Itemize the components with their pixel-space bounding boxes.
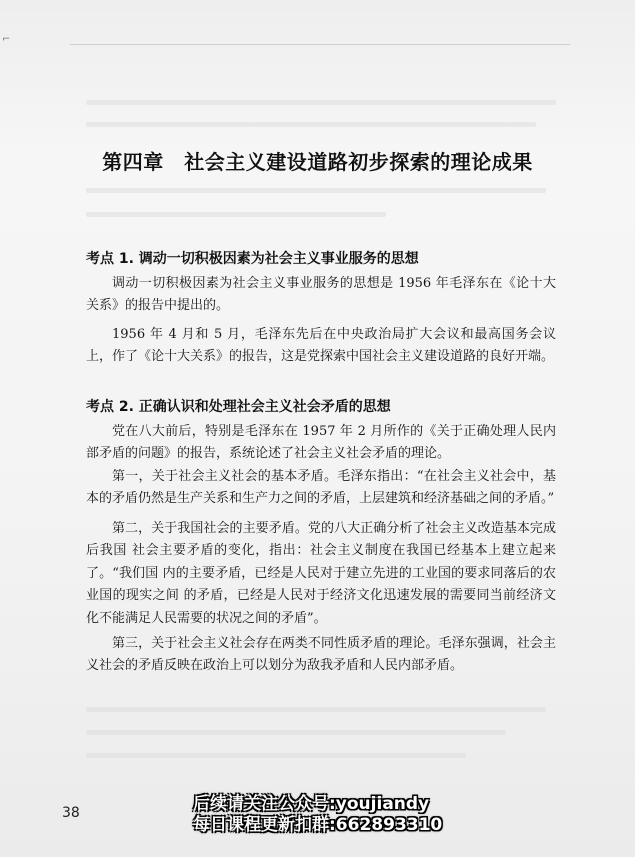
bleed-through-line xyxy=(86,707,546,712)
bleed-through-line xyxy=(86,100,556,105)
paragraph: 第二，关于我国社会的主要矛盾。党的八大正确分析了社会主义改造基本完成后我国 社会主要矛盾的变化，指出：社会主义制度在我国已经基本上建立起来了。“我们国 内的主要矛盾，已经是人民对于建立先进的工业国的要求同落后的农业国的现实之间 的矛盾，已经是人民对于经济文化迅速发展的需要同当前经济文化不能满足人民需要的状况之间的矛盾”。 xyxy=(86,521,556,626)
corner-crease-mark: ⌐ xyxy=(2,34,11,45)
paragraph: 党在八大前后，特别是毛泽东在 1957 年 2 月所作的《关于正确处理人民内部矛盾的问题》的报告，系统论述了社会主义社会矛盾的理论。 xyxy=(86,424,556,462)
bleed-through-line xyxy=(86,212,386,217)
paragraph: 第一，关于社会主义社会的基本矛盾。毛泽东指出：“在社会主义社会中，基本的矛盾仍然是生产关系和生产力之间的矛盾，上层建筑和经济基础之间的矛盾。” xyxy=(86,469,556,507)
bleed-through-line xyxy=(86,188,546,193)
paragraph: 第三，关于社会主义社会存在两类不同性质矛盾的理论。毛泽东强调，社会主义社会的矛盾反映在政治上可以划分为敌我矛盾和人民内部矛盾。 xyxy=(86,636,556,674)
header-rule xyxy=(70,44,570,45)
bleed-through-line xyxy=(86,753,466,758)
bleed-through-line xyxy=(86,730,506,735)
section-heading-1: 考点 1. 调动一切积极因素为社会主义事业服务的思想 xyxy=(86,251,419,267)
watermark-overlay xyxy=(193,794,453,836)
paragraph: 1956 年 4 月和 5 月，毛泽东先后在中央政治局扩大会议和最高国务会议上，作了《论十大关系》的报告，这是党探索中国社会主义建设道路的良好开端。 xyxy=(86,327,556,365)
page-number: 38 xyxy=(62,805,80,821)
section-heading-2: 考点 2. 正确认识和处理社会主义社会矛盾的思想 xyxy=(86,399,391,415)
chapter-title: 第四章 社会主义建设道路初步探索的理论成果 xyxy=(102,150,533,174)
watermark-line-2: 每日课程更新扣群:662893310 xyxy=(193,815,443,835)
bleed-through-line xyxy=(86,122,536,127)
paragraph: 调动一切积极因素为社会主义事业服务的思想是 1956 年毛泽东在《论十大关系》的报告中提出的。 xyxy=(86,276,556,314)
watermark-line-1: 后续请关注公众号:youjiandy xyxy=(193,794,430,814)
